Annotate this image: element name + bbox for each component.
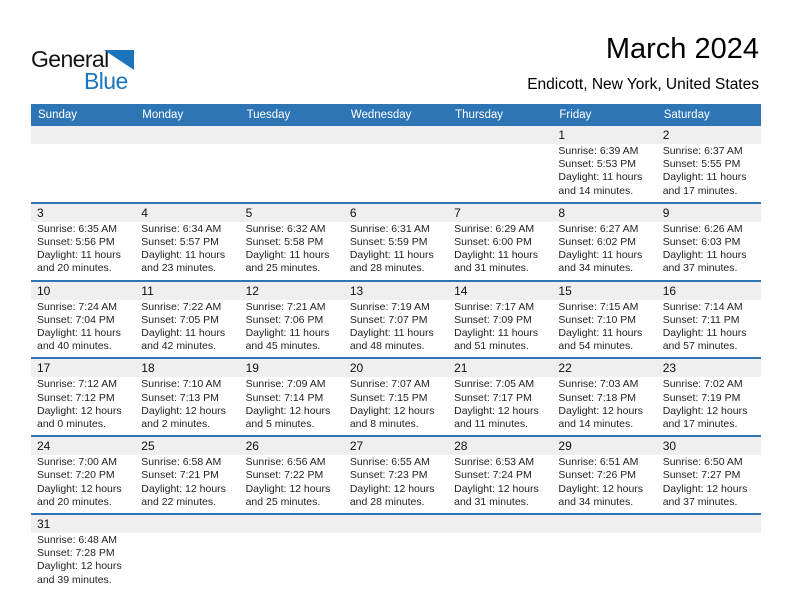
day-number: 11 <box>141 283 154 298</box>
sunrise-text: Sunrise: 6:50 AM <box>662 456 743 469</box>
daylight-text-line1: Daylight: 12 hours <box>37 560 122 573</box>
sunset-text: Sunset: 7:05 PM <box>141 313 219 326</box>
calendar-day-cell <box>657 144 761 202</box>
calendar-day-cell <box>240 377 344 435</box>
day-content-row <box>31 455 761 513</box>
calendar-day-cell <box>657 455 761 513</box>
daylight-text-line1: Daylight: 12 hours <box>662 482 748 495</box>
daylight-text-line2: and 37 minutes. <box>662 262 738 275</box>
day-number-strip <box>31 126 761 144</box>
daylight-text-line2: and 28 minutes. <box>349 495 425 508</box>
sunrise-text: Sunrise: 6:53 AM <box>454 456 535 469</box>
sunset-text: Sunset: 7:14 PM <box>245 391 324 404</box>
calendar-day-cell <box>344 144 448 202</box>
daylight-text-line2: and 25 minutes. <box>245 262 321 275</box>
daylight-text-line2: and 0 minutes. <box>37 418 106 431</box>
sunrise-text: Sunrise: 7:00 AM <box>37 456 117 469</box>
calendar-table <box>31 104 761 591</box>
day-number: 9 <box>662 205 670 220</box>
daylight-text-line2: and 28 minutes. <box>349 262 425 275</box>
sunset-text: Sunset: 5:53 PM <box>558 158 637 171</box>
calendar-week-row <box>31 515 761 591</box>
calendar-day-cell <box>448 300 552 358</box>
day-number: 10 <box>37 283 51 298</box>
day-number: 13 <box>349 283 364 298</box>
sunrise-text: Sunrise: 6:56 AM <box>245 456 326 469</box>
daylight-text-line2: and 42 minutes. <box>141 340 216 353</box>
sunset-text: Sunset: 6:03 PM <box>662 236 741 249</box>
sunrise-text: Sunrise: 7:15 AM <box>558 300 639 313</box>
daylight-text-line1: Daylight: 11 hours <box>37 327 121 340</box>
day-number-strip <box>31 282 761 300</box>
sunrise-text: Sunrise: 6:32 AM <box>245 222 326 235</box>
daylight-text-line2: and 20 minutes. <box>37 262 112 275</box>
day-number: 23 <box>662 361 677 376</box>
day-number: 12 <box>245 283 259 298</box>
day-number <box>240 126 344 144</box>
sunset-text: Sunset: 7:12 PM <box>37 391 115 404</box>
sunrise-text: Sunrise: 7:24 AM <box>37 300 117 313</box>
daylight-text-line2: and 39 minutes. <box>37 573 112 586</box>
day-number <box>657 515 761 533</box>
daylight-text-line2: and 31 minutes. <box>454 262 529 275</box>
calendar-day-cell <box>448 222 552 280</box>
day-number: 16 <box>662 283 677 298</box>
page-title: March 2024 <box>605 33 759 65</box>
sunrise-text: Sunrise: 6:35 AM <box>37 222 117 235</box>
daylight-text-line1: Daylight: 11 hours <box>245 327 330 340</box>
daylight-text-line2: and 17 minutes. <box>662 184 738 197</box>
sunrise-text: Sunrise: 7:12 AM <box>37 378 117 391</box>
calendar-day-cell <box>31 455 135 513</box>
daylight-text-line1: Daylight: 12 hours <box>349 482 435 495</box>
sunrise-text: Sunrise: 7:10 AM <box>141 378 222 391</box>
day-number: 14 <box>454 283 468 298</box>
day-number <box>344 515 448 533</box>
weekday-header-cell: Thursday <box>455 109 504 121</box>
sunset-text: Sunset: 7:27 PM <box>662 469 741 482</box>
day-number: 25 <box>141 439 155 454</box>
day-number-strip <box>31 359 761 377</box>
sunrise-text: Sunrise: 7:09 AM <box>245 378 326 391</box>
calendar-week-row <box>31 282 761 360</box>
daylight-text-line1: Daylight: 11 hours <box>454 249 538 262</box>
day-number-strip <box>31 437 761 455</box>
calendar-day-cell <box>31 533 135 591</box>
day-number: 6 <box>349 205 357 220</box>
daylight-text-line2: and 14 minutes. <box>558 418 634 431</box>
daylight-text-line2: and 22 minutes. <box>141 495 216 508</box>
daylight-text-line2: and 25 minutes. <box>245 495 321 508</box>
sunrise-text: Sunrise: 6:34 AM <box>141 222 222 235</box>
sunrise-text: Sunrise: 6:27 AM <box>558 222 639 235</box>
sunrise-text: Sunrise: 7:21 AM <box>245 300 326 313</box>
calendar-day-cell <box>657 300 761 358</box>
calendar-day-cell <box>240 222 344 280</box>
calendar-day-cell <box>448 455 552 513</box>
calendar-day-cell <box>31 144 135 202</box>
day-number <box>240 515 344 533</box>
logo-general-text: General <box>31 46 109 72</box>
day-number: 7 <box>454 205 461 220</box>
sunset-text: Sunset: 6:00 PM <box>454 236 532 249</box>
daylight-text-line2: and 17 minutes. <box>662 418 738 431</box>
weekday-header-cell: Friday <box>559 109 592 121</box>
calendar-day-cell <box>240 455 344 513</box>
daylight-text-line2: and 48 minutes. <box>349 340 425 353</box>
sunset-text: Sunset: 7:06 PM <box>245 313 324 326</box>
day-number: 18 <box>141 361 155 376</box>
calendar-day-cell <box>344 455 448 513</box>
day-number: 8 <box>558 205 566 220</box>
calendar-day-cell <box>31 300 135 358</box>
daylight-text-line1: Daylight: 11 hours <box>349 249 434 262</box>
day-number: 19 <box>245 361 259 376</box>
daylight-text-line1: Daylight: 12 hours <box>141 482 226 495</box>
daylight-text-line1: Daylight: 12 hours <box>349 404 435 417</box>
sunset-text: Sunset: 7:04 PM <box>37 313 115 326</box>
day-number <box>344 126 448 144</box>
daylight-text-line2: and 2 minutes. <box>141 418 211 431</box>
sunset-text: Sunset: 7:20 PM <box>37 469 115 482</box>
daylight-text-line2: and 34 minutes. <box>558 495 634 508</box>
weekday-header-cell: Monday <box>142 109 184 121</box>
sunrise-text: Sunrise: 6:37 AM <box>662 145 743 157</box>
weekday-header-row <box>31 104 761 126</box>
daylight-text-line1: Daylight: 11 hours <box>558 249 643 262</box>
daylight-text-line2: and 37 minutes. <box>662 495 738 508</box>
sunrise-text: Sunrise: 6:31 AM <box>349 222 430 235</box>
sunset-text: Sunset: 5:55 PM <box>662 158 741 171</box>
daylight-text-line1: Daylight: 11 hours <box>37 249 121 262</box>
weekday-header-cell: Sunday <box>38 109 78 121</box>
day-number <box>135 126 239 144</box>
daylight-text-line2: and 34 minutes. <box>558 262 634 275</box>
sunset-text: Sunset: 7:21 PM <box>141 469 219 482</box>
general-blue-logo <box>31 46 151 98</box>
calendar-day-cell <box>344 300 448 358</box>
day-number: 28 <box>454 439 468 454</box>
day-number: 29 <box>558 439 572 454</box>
day-number <box>448 515 552 533</box>
sunset-text: Sunset: 5:56 PM <box>37 236 115 249</box>
sunrise-text: Sunrise: 7:14 AM <box>662 300 743 313</box>
sunrise-text: Sunrise: 7:19 AM <box>349 300 430 313</box>
calendar-day-cell <box>552 455 656 513</box>
calendar-day-cell <box>135 455 239 513</box>
daylight-text-line1: Daylight: 12 hours <box>245 404 331 417</box>
daylight-text-line1: Daylight: 12 hours <box>558 482 644 495</box>
day-number-strip <box>31 204 761 222</box>
calendar-weeks <box>31 126 761 591</box>
day-number: 21 <box>454 361 468 376</box>
sunrise-text: Sunrise: 7:17 AM <box>454 300 535 313</box>
daylight-text-line1: Daylight: 11 hours <box>141 249 226 262</box>
calendar-day-cell <box>344 533 448 591</box>
sunrise-text: Sunrise: 6:55 AM <box>349 456 430 469</box>
calendar-day-cell <box>135 222 239 280</box>
calendar-day-cell <box>31 377 135 435</box>
sunset-text: Sunset: 7:13 PM <box>141 391 219 404</box>
calendar-day-cell <box>135 533 239 591</box>
daylight-text-line1: Daylight: 11 hours <box>558 327 643 340</box>
sunrise-text: Sunrise: 7:07 AM <box>349 378 430 391</box>
calendar-day-cell <box>240 300 344 358</box>
title-block <box>527 33 759 94</box>
daylight-text-line1: Daylight: 11 hours <box>662 327 747 340</box>
day-number: 22 <box>558 361 572 376</box>
daylight-text-line1: Daylight: 11 hours <box>349 327 434 340</box>
sunrise-text: Sunrise: 6:29 AM <box>454 222 535 235</box>
daylight-text-line1: Daylight: 11 hours <box>558 171 643 184</box>
daylight-text-line2: and 23 minutes. <box>141 262 216 275</box>
daylight-text-line1: Daylight: 11 hours <box>454 327 538 340</box>
day-number: 31 <box>37 517 51 532</box>
sunset-text: Sunset: 7:23 PM <box>349 469 428 482</box>
day-number <box>31 126 135 144</box>
day-content-row <box>31 300 761 358</box>
weekday-header-cell: Wednesday <box>350 109 412 121</box>
sunset-text: Sunset: 7:26 PM <box>558 469 637 482</box>
daylight-text-line2: and 57 minutes. <box>662 340 738 353</box>
daylight-text-line1: Daylight: 12 hours <box>37 482 122 495</box>
page-subtitle: Endicott, New York, United States <box>527 76 759 93</box>
calendar-day-cell <box>135 144 239 202</box>
logo-blue-text: Blue <box>84 68 128 94</box>
sunrise-text: Sunrise: 6:48 AM <box>37 534 117 547</box>
calendar-day-cell <box>240 533 344 591</box>
day-number: 15 <box>558 283 572 298</box>
daylight-text-line2: and 40 minutes. <box>37 340 112 353</box>
day-number <box>135 515 239 533</box>
daylight-text-line1: Daylight: 12 hours <box>662 404 748 417</box>
calendar-day-cell <box>344 377 448 435</box>
sunrise-text: Sunrise: 7:05 AM <box>454 378 535 391</box>
day-number <box>448 126 552 144</box>
daylight-text-line2: and 5 minutes. <box>245 418 315 431</box>
daylight-text-line1: Daylight: 11 hours <box>662 249 747 262</box>
calendar-day-cell <box>448 377 552 435</box>
daylight-text-line2: and 8 minutes. <box>349 418 419 431</box>
day-number: 1 <box>558 128 566 142</box>
day-number: 20 <box>349 361 364 376</box>
day-number: 4 <box>141 205 148 220</box>
day-number: 2 <box>662 128 670 142</box>
daylight-text-line1: Daylight: 11 hours <box>141 327 226 340</box>
calendar-day-cell <box>448 144 552 202</box>
day-number: 5 <box>245 205 253 220</box>
sunset-text: Sunset: 7:11 PM <box>662 313 740 326</box>
sunset-text: Sunset: 5:58 PM <box>245 236 324 249</box>
daylight-text-line1: Daylight: 12 hours <box>558 404 644 417</box>
day-number: 27 <box>349 439 364 454</box>
weekday-header-cell: Saturday <box>663 109 710 121</box>
daylight-text-line2: and 31 minutes. <box>454 495 529 508</box>
calendar-day-cell <box>552 144 656 202</box>
sunrise-text: Sunrise: 6:39 AM <box>558 145 639 157</box>
daylight-text-line1: Daylight: 12 hours <box>454 482 539 495</box>
day-number-strip <box>31 515 761 533</box>
calendar-day-cell <box>344 222 448 280</box>
sunset-text: Sunset: 6:02 PM <box>558 236 637 249</box>
sunset-text: Sunset: 7:22 PM <box>245 469 324 482</box>
sunset-text: Sunset: 5:57 PM <box>141 236 219 249</box>
calendar-day-cell <box>657 222 761 280</box>
calendar-week-row <box>31 126 761 204</box>
daylight-text-line2: and 20 minutes. <box>37 495 112 508</box>
sunset-text: Sunset: 5:59 PM <box>349 236 428 249</box>
calendar-day-cell <box>135 377 239 435</box>
calendar-day-cell <box>552 222 656 280</box>
sunrise-text: Sunrise: 6:58 AM <box>141 456 222 469</box>
day-number: 3 <box>37 205 44 220</box>
day-number: 30 <box>662 439 677 454</box>
calendar-week-row <box>31 359 761 437</box>
calendar-day-cell <box>240 144 344 202</box>
sunset-text: Sunset: 7:07 PM <box>349 313 428 326</box>
sunset-text: Sunset: 7:24 PM <box>454 469 532 482</box>
daylight-text-line2: and 51 minutes. <box>454 340 529 353</box>
sunset-text: Sunset: 7:17 PM <box>454 391 532 404</box>
sunset-text: Sunset: 7:15 PM <box>349 391 428 404</box>
calendar-day-cell <box>657 377 761 435</box>
sunrise-text: Sunrise: 7:03 AM <box>558 378 639 391</box>
sunrise-text: Sunrise: 6:51 AM <box>558 456 639 469</box>
sunset-text: Sunset: 7:18 PM <box>558 391 637 404</box>
day-number: 24 <box>37 439 51 454</box>
daylight-text-line1: Daylight: 12 hours <box>37 404 122 417</box>
calendar-day-cell <box>31 222 135 280</box>
sunrise-text: Sunrise: 6:26 AM <box>662 222 743 235</box>
day-number: 26 <box>245 439 259 454</box>
weekday-header-cell: Tuesday <box>246 109 291 121</box>
sunset-text: Sunset: 7:10 PM <box>558 313 637 326</box>
day-number <box>552 515 656 533</box>
calendar-day-cell <box>657 533 761 591</box>
calendar-day-cell <box>552 300 656 358</box>
sunset-text: Sunset: 7:09 PM <box>454 313 532 326</box>
calendar-day-cell <box>552 377 656 435</box>
daylight-text-line1: Daylight: 11 hours <box>245 249 330 262</box>
calendar-day-cell <box>448 533 552 591</box>
sunset-text: Sunset: 7:19 PM <box>662 391 741 404</box>
sunrise-text: Sunrise: 7:22 AM <box>141 300 222 313</box>
calendar-day-cell <box>552 533 656 591</box>
calendar-week-row <box>31 204 761 282</box>
day-content-row <box>31 144 761 202</box>
daylight-text-line2: and 14 minutes. <box>558 184 634 197</box>
daylight-text-line1: Daylight: 12 hours <box>454 404 539 417</box>
calendar-week-row <box>31 437 761 515</box>
day-content-row <box>31 533 761 591</box>
daylight-text-line2: and 54 minutes. <box>558 340 634 353</box>
sunset-text: Sunset: 7:28 PM <box>37 547 115 560</box>
calendar-day-cell <box>135 300 239 358</box>
day-content-row <box>31 377 761 435</box>
day-content-row <box>31 222 761 280</box>
sunrise-text: Sunrise: 7:02 AM <box>662 378 743 391</box>
daylight-text-line1: Daylight: 12 hours <box>245 482 331 495</box>
daylight-text-line1: Daylight: 12 hours <box>141 404 226 417</box>
daylight-text-line1: Daylight: 11 hours <box>662 171 747 184</box>
day-number: 17 <box>37 361 51 376</box>
daylight-text-line2: and 11 minutes. <box>454 418 529 431</box>
daylight-text-line2: and 45 minutes. <box>245 340 321 353</box>
